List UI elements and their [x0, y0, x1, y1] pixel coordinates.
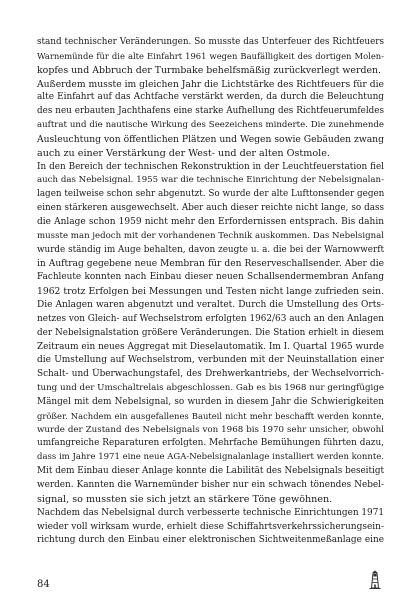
text-line: Ausleuchtung von öffentlichen Plätzen und Wegen sowie Gebäuden zwang [37, 133, 384, 145]
text-line: 1962 trotz Erfolgen bei Messungen und Testen nicht lange zufrieden sein. [37, 286, 384, 298]
text-line: werden. Kannten die Warnemünder bisher nur ein schwach tönendes Nebel- [37, 480, 384, 490]
text-line: Schalt- und Überwachungstafel, des Drehwerkantriebs, der Wechselvorrich- [37, 369, 384, 380]
text-line: Die Anlagen waren abgenutzt und veraltet. Durch die Umstellung des Orts- [37, 300, 384, 311]
text-line: Mit dem Einbau dieser Anlage konnte die Labilität des Nebelsignals beseitigt [37, 466, 384, 477]
text-line: wieder voll wirksam wurde, erhielt diese Schiffahrtsverkehrssicherungsein- [37, 521, 384, 532]
text-line: wurde ständig im Auge behalten, davon zeugte u. a. die bei der Warnowwerft [37, 244, 384, 255]
text-line: netzes von Gleich- auf Wechselstrom erfolgten 1962/63 auch an den Anlagen [37, 313, 384, 324]
text-line: auftrat und die nautische Wirkung des Seezeichens minderte. Die zunehmende [37, 120, 384, 131]
text-line: In den Bereich der technischen Rekonstruktion in der Leuchtfeuerstation fiel [37, 161, 384, 172]
lighthouse-icon [368, 570, 382, 590]
text-line: Warnemünde für die alte Einfahrt 1961 wegen Baufälligkeit des dortigen Molen- [37, 50, 384, 61]
text-line: tung und der Umschaltrelais abgeschlossen. Gab es bis 1968 nur geringfügige [37, 383, 384, 394]
text-line: auch zu einer Verstärkung der West- und der alten Ostmole. [37, 147, 330, 159]
text-line: alte Einfahrt auf das Achtfache verstärkt werden, da durch die Beleuchtung [37, 92, 384, 103]
text-line: wurde der Zustand des Nebelsignals von 1968 bis 1970 sehr unsicher, obwohl [37, 424, 384, 435]
body-text [37, 36, 384, 548]
text-line: Nachdem das Nebelsignal durch verbesserte technische Einrichtungen 1971 [37, 507, 384, 518]
text-line: umfangreiche Reparaturen erfolgten. Mehrfache Bemühungen führten dazu, [37, 438, 384, 449]
text-line: Zeitraum ein neues Aggregat mit Dieselautomatik. Im I. Quartal 1965 wurde [37, 341, 384, 352]
text-line: signal, so mussten sie sich jetzt an stärkere Töne gewöhnen. [37, 493, 333, 505]
page-number: 84 [37, 579, 50, 590]
text-line: in Auftrag gegebene neue Membran für den Reserveschallsender. Aber die [37, 258, 384, 269]
text-line: einen stärkeren ausgewechselt. Aber auch dieser reichte nicht lange, so dass [37, 203, 384, 214]
text-line: richtung durch den Einbau einer elektronischen Sichtweitenmeßanlage eine [37, 535, 384, 546]
text-line: dass im Jahre 1971 eine neue AGA-Nebelsignalanlage installiert werden konnte. [37, 452, 384, 463]
text-line: die Umstellung auf Wechselstrom, verbunden mit der Neuinstallation einer [37, 355, 384, 366]
text-line: Fachleute konnten nach Einbau dieser neuen Schallsendermembran Anfang [37, 272, 384, 283]
text-line: der Nebelsignalstation größere Veränderungen. Die Station erhielt in diesem [37, 327, 384, 338]
text-line: größer. Nachdem ein ausgefallenes Bauteil nicht mehr beschafft werden konnte, [37, 410, 384, 421]
text-line: stand technischer Veränderungen. So musste das Unterfeuer des Richtfeuers [37, 37, 384, 47]
text-line: kopfes und Abbruch der Turmbake behelfsmäßig zurückverlegt werden. [37, 64, 382, 76]
text-line: die Anlage schon 1959 nicht mehr den Erfordernissen entsprach. Bis dahin [37, 216, 384, 227]
text-line: lagen teilweise schon sehr abgenutzt. So wurde der alte Lufttonsender gegen [37, 189, 384, 200]
text-line: musste man jedoch mit der vorhandenen Technik auskommen. Das Nebelsignal [37, 230, 384, 241]
text-line: auch das Nebelsignal. 1955 war die technische Einrichtung der Nebelsignalan- [37, 175, 384, 186]
text-line: Außerdem musste im gleichen Jahr die Lichtstärke des Richtfeuers für die [37, 78, 384, 90]
text-line: des neu erbauten Jachthafens eine starke Aufhellung des Richtfeuerumfeldes [37, 106, 384, 117]
text-line: Mängel mit dem Nebelsignal, so wurden in diesem Jahr die Schwierigkeiten [37, 396, 384, 407]
